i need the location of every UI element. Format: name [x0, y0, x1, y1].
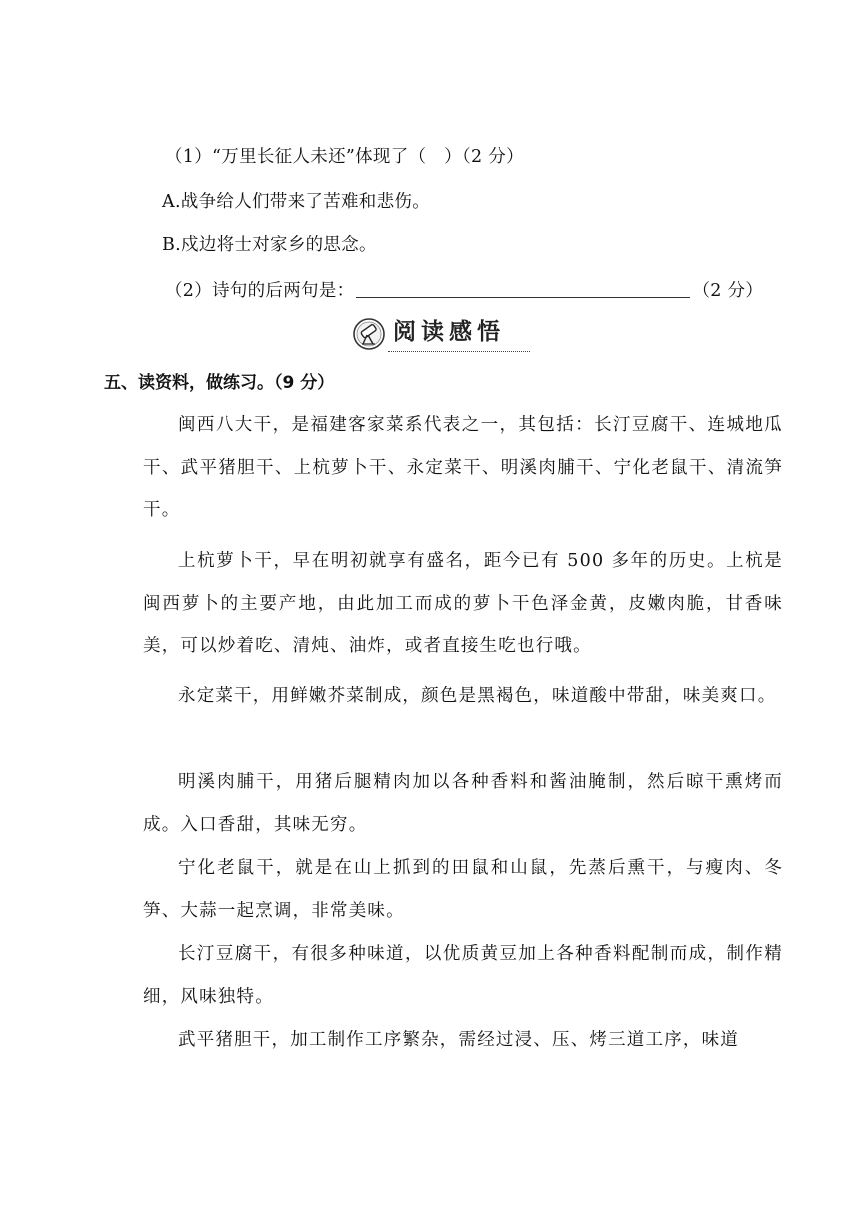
paragraph-mingxi: 明溪肉脯干，用猪后腿精肉加以各种香料和酱油腌制，然后晾干熏烤而成。入口香甜，其味无穷。 [143, 772, 783, 835]
paragraph-changting: 长汀豆腐干，有很多种味道，以优质黄豆加上各种香料配制而成，制作精细，风味独特。 [143, 944, 783, 1007]
question-2-prompt: （2）诗句的后两句是： [165, 281, 355, 301]
section-title: 五、读资料，做练习。（9 分） [104, 373, 335, 393]
paragraph-intro: 闽西八大干，是福建客家菜系代表之一，其包括：长汀豆腐干、连城地瓜干、武平猪胆干、上杭萝卜干、永定菜干、明溪肉脯干、宁化老鼠干、清流笋干。 [143, 415, 783, 520]
question-1: （1）“万里长征人未还”体现了（ ）（2 分） [165, 147, 524, 167]
telescope-icon [352, 317, 386, 351]
paragraph-wuping: 武平猪胆干，加工制作工序繁杂，需经过浸、压、烤三道工序，味道 [178, 1030, 739, 1050]
question-2-score: （2 分） [692, 281, 764, 301]
reading-banner [352, 315, 532, 357]
banner-title: 阅读感悟 [393, 319, 505, 345]
question-2 [165, 279, 763, 303]
paragraph-ninghua: 宁化老鼠干，就是在山上抓到的田鼠和山鼠，先蒸后熏干，与瘦肉、冬笋、大蒜一起烹调，非常美味。 [143, 858, 783, 921]
answer-blank[interactable] [356, 279, 690, 298]
option-a: A.战争给人们带来了苦难和悲伤。 [162, 192, 430, 212]
paragraph-yongding: 永定菜干，用鲜嫩芥菜制成，颜色是黑褐色，味道酸中带甜，味美爽口。 [178, 686, 777, 706]
paragraph-shanghang: 上杭萝卜干，早在明初就享有盛名，距今已有 500 多年的历史。上杭是闽西萝卜的主要产地，由此加工而成的萝卜干色泽金黄，皮嫩肉脆，甘香味美，可以炒着吃、清炖、油炸，或者直接生吃也行哦。 [143, 551, 783, 656]
option-b: B.戍边将士对家乡的思念。 [162, 235, 377, 255]
banner-underline [388, 351, 530, 352]
